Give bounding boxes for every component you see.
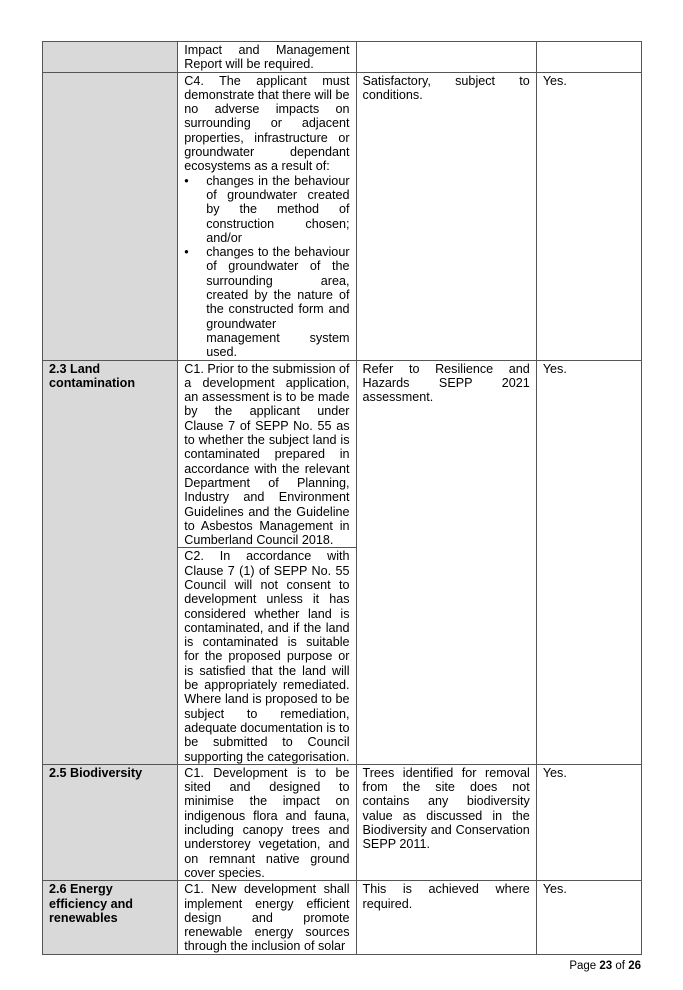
- compliance-cell: Yes.: [536, 360, 641, 764]
- compliance-table: [42, 41, 642, 955]
- section-cell: [43, 42, 178, 73]
- page-label: Page: [569, 960, 597, 972]
- assessment-cell: Refer to Resilience and Hazards SEPP 2021 assessment.: [356, 360, 536, 764]
- table-row: [43, 42, 642, 73]
- list-item: • changes to the behaviour of groundwater of the surrounding area, created by the nature of the constructed form and groundwater management system used.: [184, 245, 349, 359]
- page-number: 23: [599, 960, 613, 972]
- assessment-cell: Trees identified for removal from the site does not contains any biodiversity value as discussed in the Biodiversity and Conservation SEPP 2011.: [356, 764, 536, 880]
- compliance-cell: Yes.: [536, 881, 641, 954]
- compliance-cell: [536, 42, 641, 73]
- page-footer: [569, 960, 641, 972]
- assessment-cell: Satisfactory, subject to conditions.: [356, 72, 536, 360]
- section-title: 2.5 Biodiversity: [43, 764, 178, 880]
- table-row: [43, 764, 642, 880]
- total-pages: 26: [628, 960, 641, 972]
- section-title: 2.3 Land contamination: [43, 360, 178, 764]
- control-cell: C1. New development shall implement energy efficient design and promote renewable energy sources through the inclusion of solar: [178, 881, 356, 954]
- list-item: • changes in the behaviour of groundwater created by the method of construction chosen; and/or: [184, 174, 349, 245]
- control-text: C4. The applicant must demonstrate that there will be no adverse impacts on surrounding or adjacent properties, infrastructure or groundwater dependant ecosystems as a result of:: [184, 73, 350, 174]
- compliance-cell: Yes.: [536, 764, 641, 880]
- table-row: [43, 72, 642, 360]
- assessment-cell: This is achieved where required.: [356, 881, 536, 954]
- of-label: of: [615, 960, 625, 972]
- assessment-cell: [356, 42, 536, 73]
- compliance-cell: Yes.: [536, 72, 641, 360]
- control-cell: [178, 72, 356, 360]
- table-row: [43, 360, 642, 548]
- section-cell: [43, 72, 178, 360]
- control-cell: C1. Development is to be sited and designed to minimise the impact on indigenous flora and fauna, including canopy trees and understorey vegetation, and on remnant native ground cover species.: [178, 764, 356, 880]
- bullet-list: [184, 174, 349, 360]
- section-title: 2.6 Energy efficiency and renewables: [43, 881, 178, 954]
- control-cell: Impact and Management Report will be required.: [178, 42, 356, 73]
- control-cell: C1. Prior to the submission of a development application, an assessment is to be made by the applicant under Clause 7 of SEPP No. 55 as to whether the subject land is contaminated prepared in accordance with the relevant Department of Planning, Industry and Environment Guidelines and the Guideline to Asbestos Management in Cumberland Council 2018.: [178, 360, 356, 548]
- table-row: [43, 881, 642, 954]
- control-cell: C2. In accordance with Clause 7 (1) of SEPP No. 55 Council will not consent to development unless it has considered whether land is contaminated, and if the land is contaminated is suitable for the proposed purpose or is satisfied that the land will be appropriately remediated. Where land is proposed to be subject to remediation, adequate documentation is to be submitted to Council supporting the categorisation.: [178, 548, 356, 764]
